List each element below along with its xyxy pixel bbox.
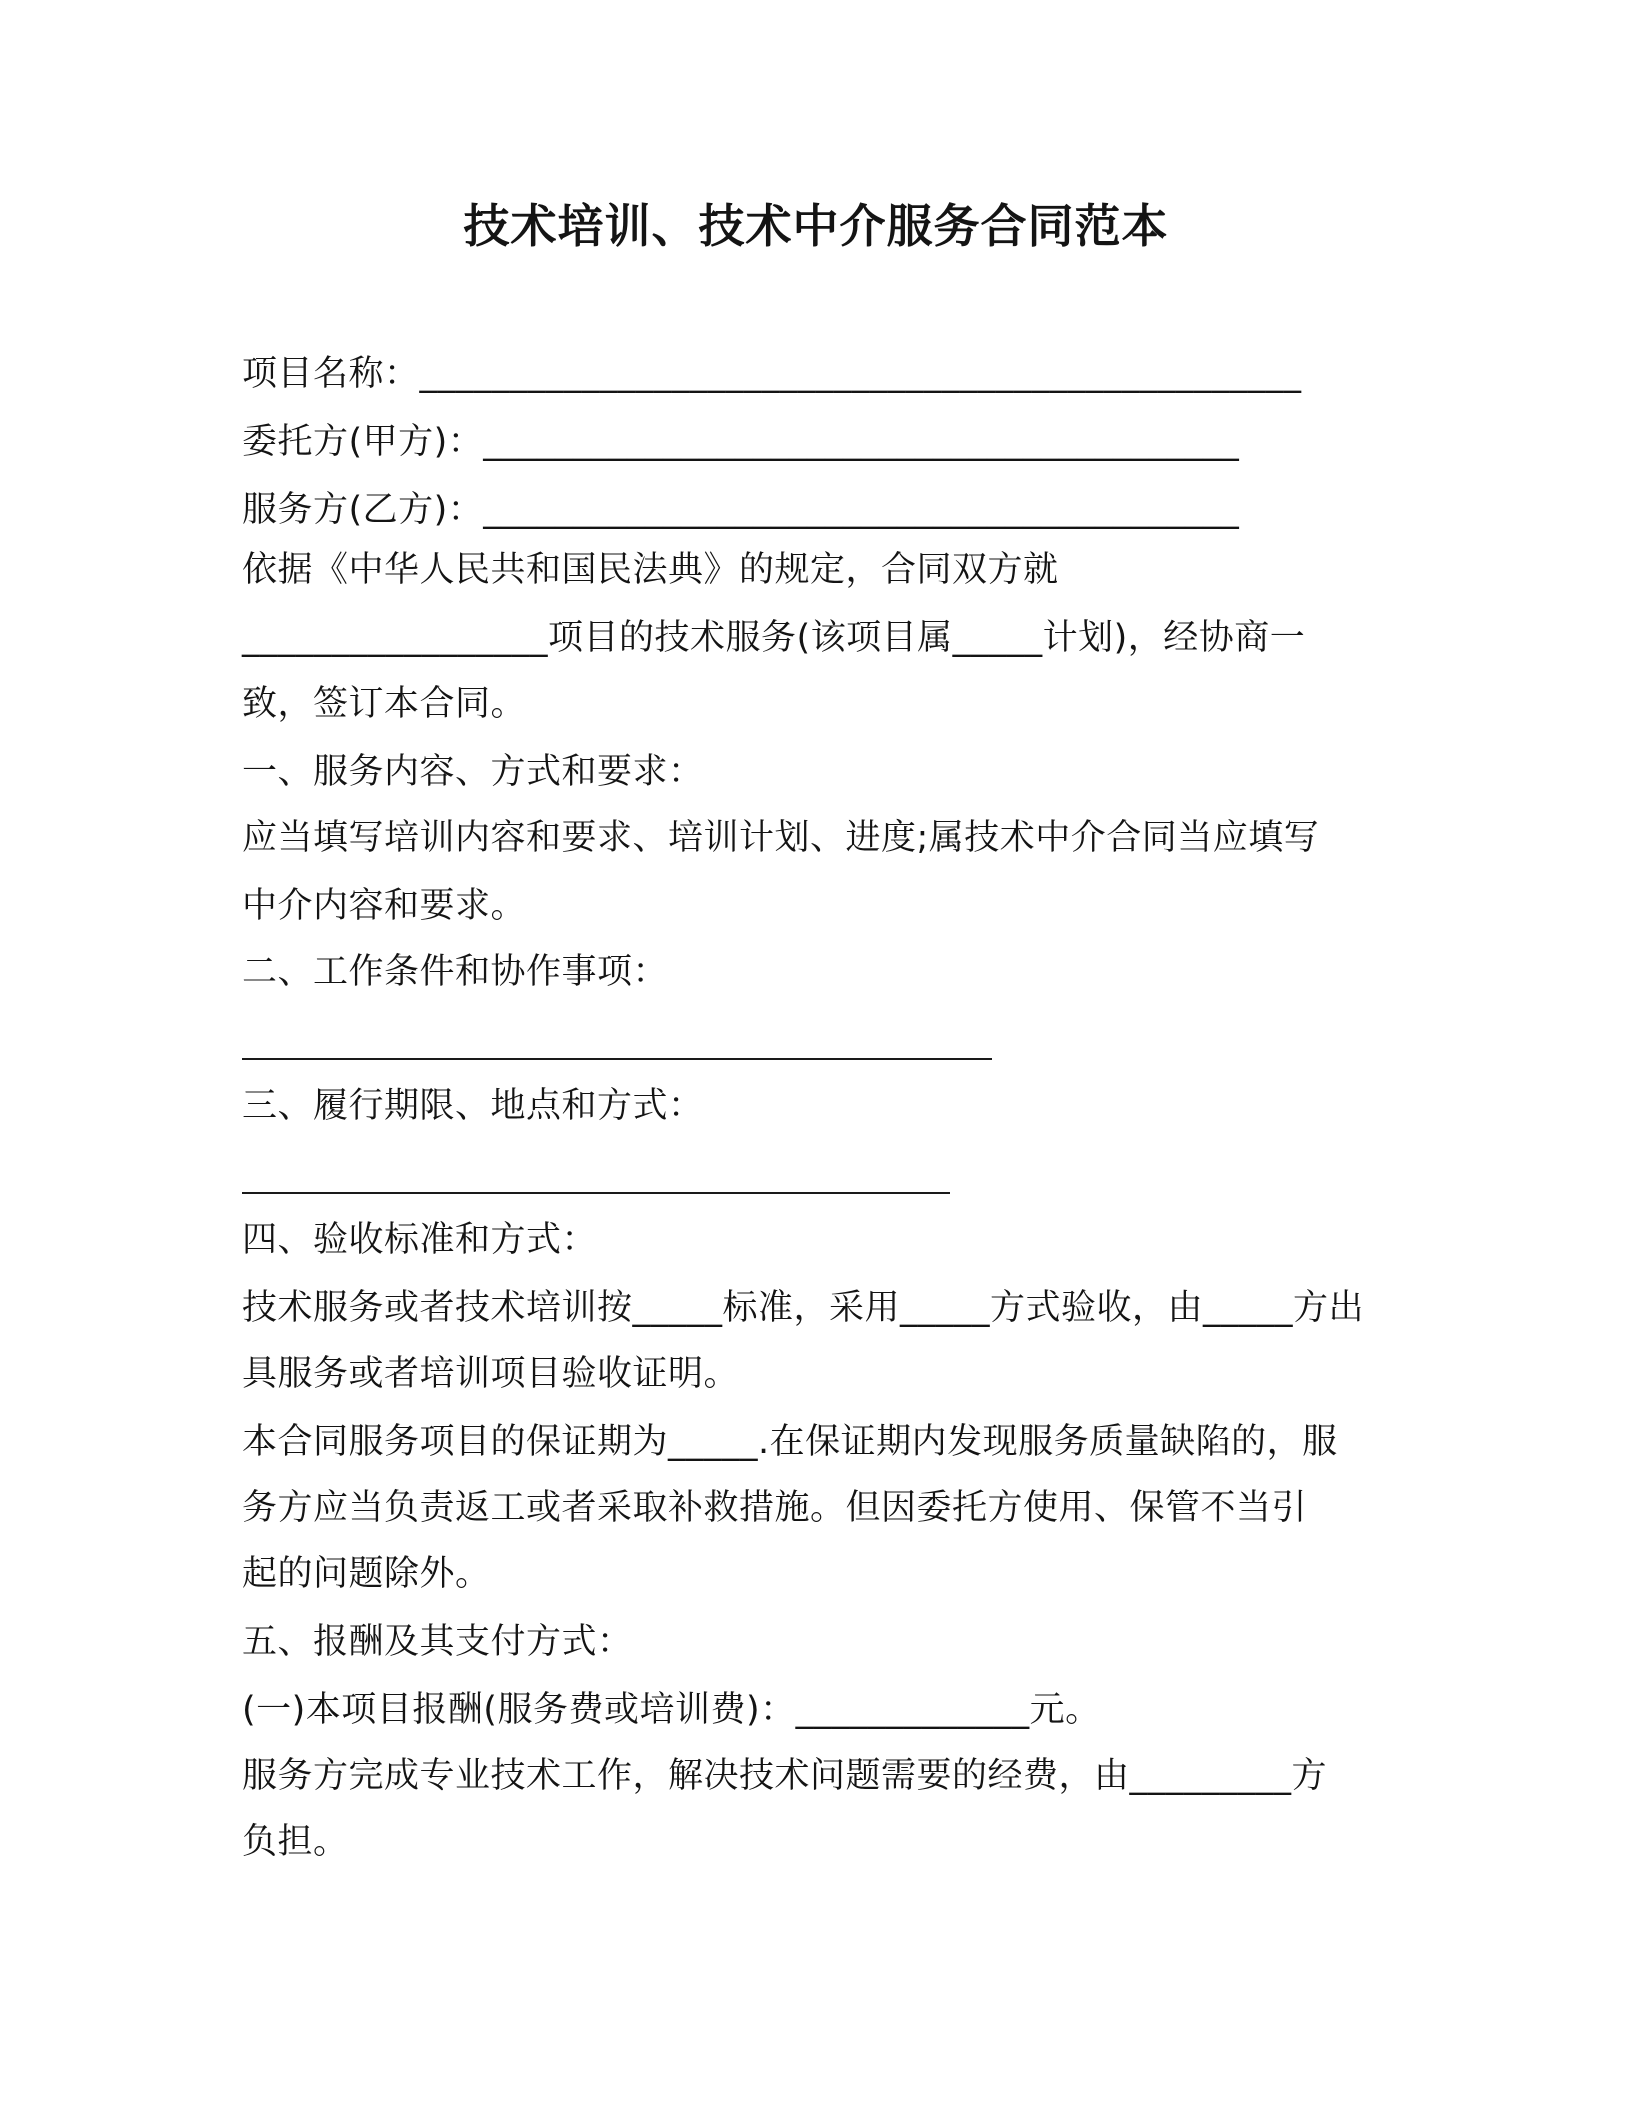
section-4-text-line-2: 具服务或者培训项目验收证明。 (242, 1354, 740, 1394)
section-2-heading: 二、工作条件和协作事项： (242, 952, 669, 992)
warranty-line-2: 务方应当负责返工或者采取补救措施。但因委托方使用、保管不当引 (242, 1488, 1308, 1528)
section-3-heading: 三、履行期限、地点和方式： (242, 1086, 704, 1126)
section-5-heading: 五、报酬及其支付方式： (242, 1622, 633, 1662)
section-1-text-line-2: 中介内容和要求。 (242, 886, 527, 926)
expense-line-1: 服务方完成专业技术工作，解决技术问题需要的经费，由_________方 (242, 1756, 1328, 1796)
section-2-blank-line (242, 1058, 992, 1060)
expense-line-2: 负担。 (242, 1822, 349, 1862)
section-3-blank-line (242, 1192, 950, 1194)
section-4-text-line-1: 技术服务或者技术培训按_____标准，采用_____方式验收，由_____方出 (242, 1288, 1365, 1328)
warranty-line-1: 本合同服务项目的保证期为_____.在保证期内发现服务质量缺陷的，服 (242, 1422, 1338, 1462)
fee-line: (一)本项目报酬(服务费或培训费)：_____________元。 (242, 1690, 1101, 1730)
section-1-text-line-1: 应当填写培训内容和要求、培训计划、进度;属技术中介合同当应填写 (242, 818, 1320, 858)
section-4-heading: 四、验收标准和方式： (242, 1220, 598, 1260)
project-name-line: 项目名称：_________________________________________________ (242, 354, 1302, 394)
warranty-line-3: 起的问题除外。 (242, 1554, 491, 1594)
preamble-line-2: _________________项目的技术服务(该项目属_____计划)，经协商一 (242, 618, 1306, 658)
preamble-line-1: 依据《中华人民共和国民法典》的规定，合同双方就 (242, 550, 1059, 590)
section-1-heading: 一、服务内容、方式和要求： (242, 752, 704, 792)
service-party-b-line: 服务方(乙方)：__________________________________________ (242, 490, 1240, 530)
document-title: 技术培训、技术中介服务合同范本 (463, 199, 1169, 253)
preamble-line-3: 致，签订本合同。 (242, 684, 527, 724)
client-party-a-line: 委托方(甲方)：__________________________________________ (242, 422, 1240, 462)
